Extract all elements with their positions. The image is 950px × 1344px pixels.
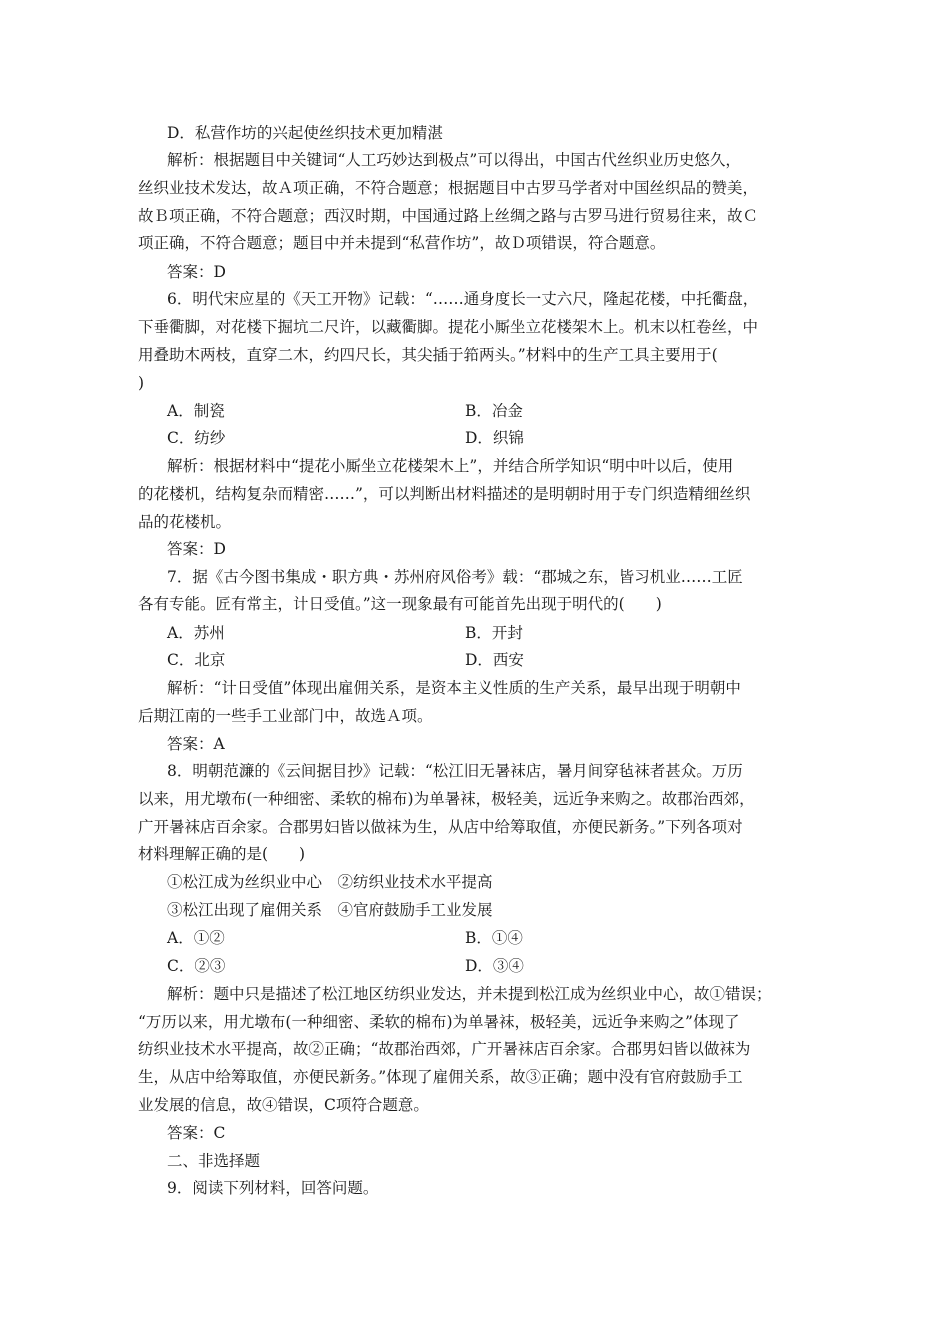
text-line: 的花楼机，结构复杂而精密……”，可以判断出材料描述的是明朝时用于专门织造精细丝织 xyxy=(138,485,751,503)
option-c: C．北京 xyxy=(167,651,226,669)
text-line: 材料理解正确的是( ) xyxy=(138,845,306,863)
option-b: B．①④ xyxy=(465,929,523,947)
answer-line: 答案：D xyxy=(167,263,226,281)
text-line: 广开暑袜店百余家。合郡男妇皆以做袜为生，从店中给筹取值，亦便民新务。”下列各项对 xyxy=(138,818,743,836)
text-line: 后期江南的一些手工业部门中，故选Ａ项。 xyxy=(138,707,433,725)
text-line: 故Ｂ项正确，不符合题意；西汉时期，中国通过路上丝绸之路与古罗马进行贸易往来，故Ｃ xyxy=(138,207,759,225)
answer-line: 答案：D xyxy=(167,540,226,558)
statement-line: ③松江出现了雇佣关系 ④官府鼓励手工业发展 xyxy=(167,901,493,919)
option-d: D．西安 xyxy=(465,651,524,669)
text-line: 以来，用尤墩布(一种细密、柔软的棉布)为单暑袜，极轻美，远近争来购之。故郡治西郊， xyxy=(138,790,755,808)
answer-line: 答案：A xyxy=(167,735,225,753)
option-b: B．开封 xyxy=(465,624,523,642)
text-line: 下垂衢脚，对花楼下掘坑二尺许，以藏衢脚。提花小厮坐立花楼架木上。机末以杠卷丝，中 xyxy=(138,318,759,336)
option-a: A．①② xyxy=(167,929,225,947)
text-line: 项正确，不符合题意；题目中并未提到“私营作坊”，故Ｄ项错误，符合题意。 xyxy=(138,234,666,252)
option-d-text: D．私营作坊的兴起使丝织技术更加精湛 xyxy=(167,124,443,142)
analysis-paragraph: 解析：“计日受值”体现出雇佣关系，是资本主义性质的生产关系，最早出现于明朝中 xyxy=(167,679,741,697)
option-c: C．纺纱 xyxy=(167,429,226,447)
section-heading: 二、非选择题 xyxy=(167,1152,261,1170)
question-9: 9．阅读下列材料，回答问题。 xyxy=(167,1179,379,1197)
question-8: 8．明朝范濂的《云间据目抄》记载：“松江旧无暑袜店，暑月间穿毡袜者甚众。万历 xyxy=(167,762,743,780)
question-7: 7．据《古今图书集成・职方典・苏州府风俗考》载：“郡城之东，皆习机业……工匠 xyxy=(167,568,743,586)
option-d: D．③④ xyxy=(465,957,524,975)
question-6: 6．明代宋应星的《天工开物》记载：“……通身度长一丈六尺，隆起花楼，中托衢盘， xyxy=(167,290,759,308)
option-c: C．②③ xyxy=(167,957,226,975)
text-line: “万历以来，用尤墩布(一种细密、柔软的棉布)为单暑袜，极轻美，远近争来购之”体现了 xyxy=(138,1013,740,1031)
text-line: 生，从店中给筹取值，亦便民新务。”体现了雇佣关系，故③正确；题中没有官府鼓励手工 xyxy=(138,1068,743,1086)
statement-line: ①松江成为丝织业中心 ②纺织业技术水平提高 xyxy=(167,873,493,891)
text-line: ) xyxy=(138,374,145,392)
option-d: D．织锦 xyxy=(465,429,524,447)
text-line: 用叠助木两枝，直穿二木，约四尺长，其尖插于筘两头。”材料中的生产工具主要用于( xyxy=(138,346,718,364)
analysis-paragraph: 解析：题中只是描述了松江地区纺织业发达，并未提到松江成为丝织业中心，故①错误； xyxy=(167,985,772,1003)
text-line: 品的花楼机。 xyxy=(138,513,232,531)
option-b: B．冶金 xyxy=(465,402,523,420)
answer-line: 答案：C xyxy=(167,1124,226,1142)
analysis-paragraph: 解析：根据材料中“提花小厮坐立花楼架木上”，并结合所学知识“明中叶以后，使用 xyxy=(167,457,734,475)
text-line: 各有专能。匠有常主，计日受值。”这一现象最有可能首先出现于明代的( ) xyxy=(138,595,662,613)
option-a: A．苏州 xyxy=(167,624,225,642)
text-line: 丝织业技术发达，故Ａ项正确，不符合题意；根据题目中古罗马学者对中国丝织品的赞美， xyxy=(138,179,759,197)
text-line: 业发展的信息，故④错误，C项符合题意。 xyxy=(138,1096,429,1114)
option-a: A．制瓷 xyxy=(167,402,225,420)
text-line: 纺织业技术水平提高，故②正确；“故郡治西郊，广开暑袜店百余家。合郡男妇皆以做袜为 xyxy=(138,1040,751,1058)
analysis-paragraph: 解析：根据题目中关键词“人工巧妙达到极点”可以得出，中国古代丝织业历史悠久， xyxy=(167,151,741,169)
